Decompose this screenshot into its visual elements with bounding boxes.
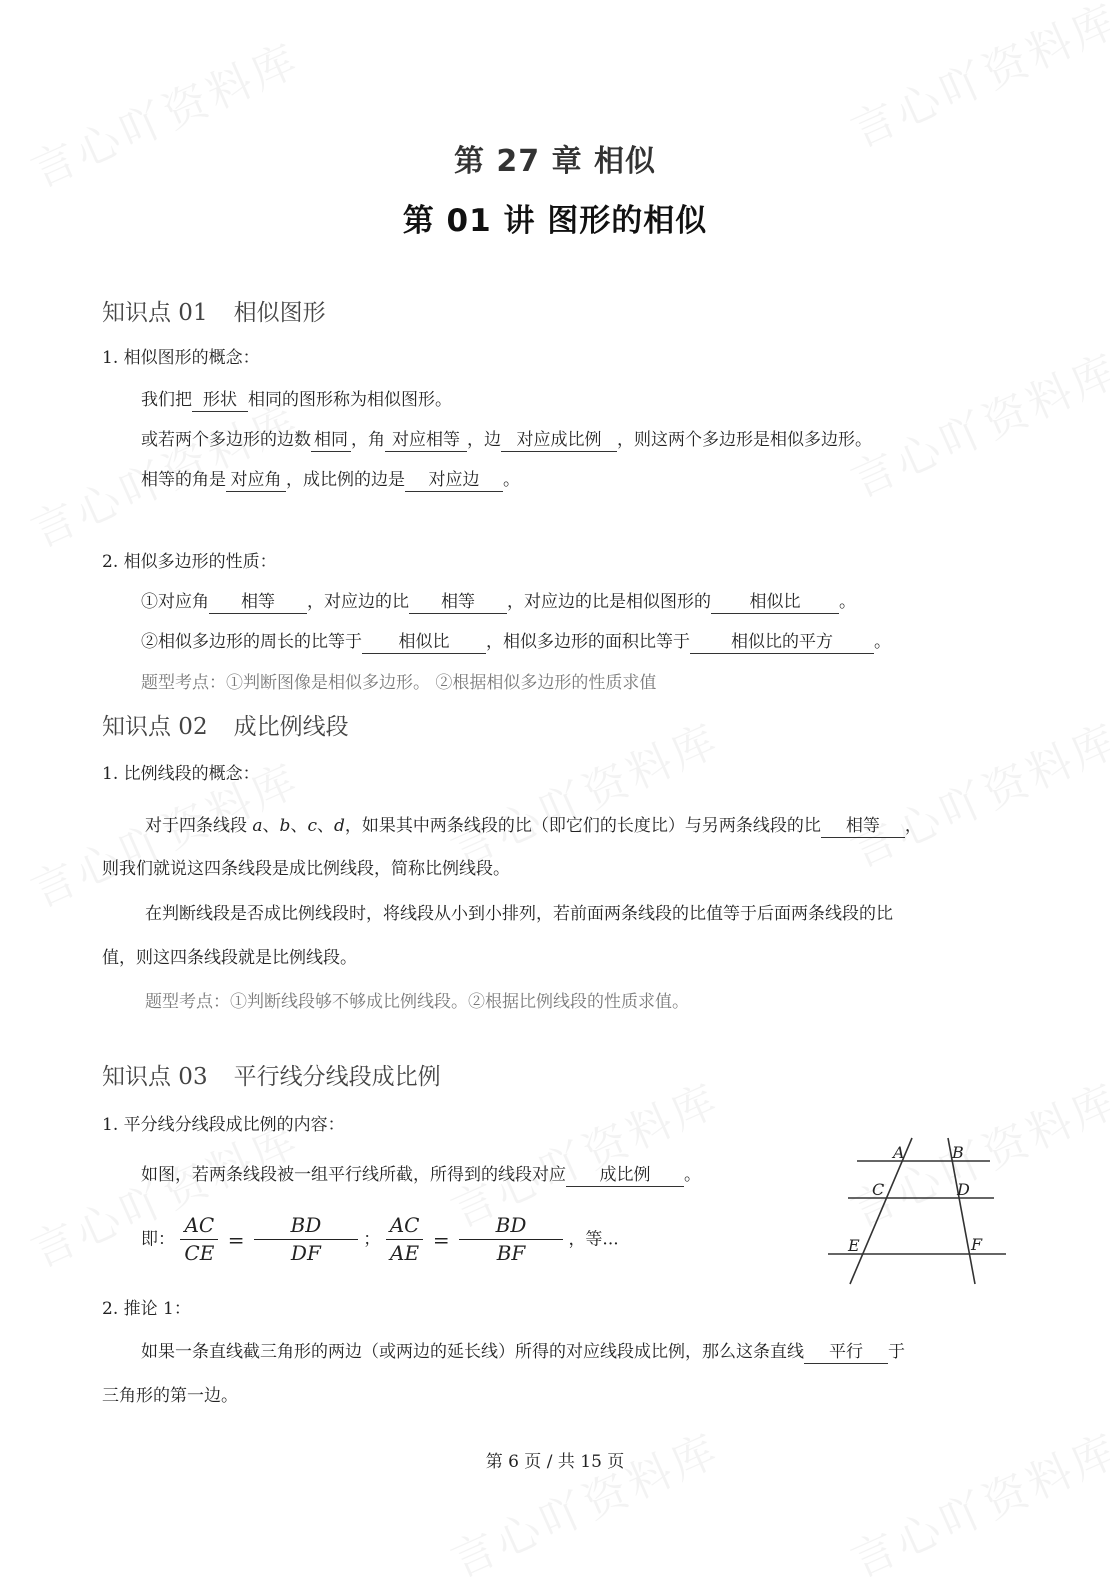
- point-label-c: C: [872, 1180, 885, 1199]
- blank-answer: 相似比的平方: [690, 631, 874, 654]
- kp2-heading: [102, 711, 349, 743]
- kp3-line1: 如图，若两条线段被一组平行线所截，所得到的线段对应 成比例 。: [141, 1165, 701, 1185]
- kp1-name: 相似图形: [233, 300, 326, 326]
- kp1-section1-title: 1. 相似图形的概念：: [102, 348, 260, 368]
- lecture-title: 第 01 讲 图形的相似: [402, 203, 708, 239]
- kp2-line3: 在判断线段是否成比例线段时，将线段从小到小排列，若前面两条线段的比值等于后面两条线段的比: [145, 904, 893, 924]
- blank-answer: 对应边: [405, 469, 503, 492]
- kp2-hint: 题型考点：①判断线段够不够成比例线段。②根据比例线段的性质求值。: [145, 992, 689, 1012]
- point-label-f: F: [971, 1235, 983, 1254]
- point-label-a: A: [893, 1143, 905, 1162]
- kp3-section1-title: 1. 平分线分线段成比例的内容：: [102, 1115, 345, 1135]
- kp3-section2-title: 2. 推论 1：: [102, 1299, 191, 1319]
- blank-answer: 相等: [209, 591, 307, 614]
- watermark: [439, 704, 728, 880]
- kp1-line3: 相等的角是 对应角 ，成比例的边是 对应边 。: [141, 470, 520, 490]
- kp1-hint: 题型考点：①判断图像是相似多边形。 ②根据相似多边形的性质求值: [141, 673, 657, 693]
- blank-answer: 对应相等: [385, 429, 467, 452]
- kp1-section2-title: 2. 相似多边形的性质：: [102, 552, 277, 572]
- fraction-ac-ce: $\frac{AC}{CE}$: [180, 1212, 218, 1267]
- watermark: [839, 1414, 1110, 1590]
- blank-answer: 相似比: [362, 631, 486, 654]
- kp1-number: 知识点 01: [102, 300, 208, 326]
- fraction-bd-bf: $\frac{BD}{BF}$: [459, 1212, 563, 1267]
- watermark: [839, 704, 1110, 880]
- point-label-d: D: [957, 1180, 970, 1199]
- kp3-line2: 如果一条直线截三角形的两边（或两边的延长线）所得的对应线段成比例，那么这条直线 平行 于: [141, 1342, 905, 1362]
- watermark: [839, 0, 1110, 160]
- kp3-number: 知识点 03: [102, 1064, 208, 1090]
- kp3-heading: [102, 1061, 441, 1093]
- blank-answer: 相同: [311, 429, 351, 452]
- point-label-b: B: [952, 1143, 964, 1162]
- watermark: [839, 334, 1110, 510]
- point-label-e: E: [848, 1236, 860, 1255]
- kp1-line2: 或若两个多边形的边数 相同 ，角 对应相等 ，边 对应成比例 ，则这两个多边形是相似多边形。: [141, 430, 872, 450]
- chapter-title: 第 27 章 相似: [453, 144, 657, 179]
- proportion-formulas: 即： $\frac{AC}{CE}$ = $\frac{BD}{DF}$ ； $\frac{AC}{AE}$ = $\frac{BD}{BF}$ ，等...: [141, 1213, 619, 1265]
- page-footer: 第 6 页 / 共 15 页: [485, 1452, 625, 1472]
- kp1-heading: [102, 297, 326, 329]
- blank-answer: 相等: [409, 591, 507, 614]
- kp2-number: 知识点 02: [102, 714, 208, 740]
- kp2-line2: 则我们就说这四条线段是成比例线段，简称比例线段。: [102, 859, 510, 879]
- kp2-line1: 对于四条线段 a、b、c、d，如果其中两条线段的比（即它们的长度比）与另两条线段的比 相等 ，: [145, 816, 922, 836]
- blank-answer: 形状: [192, 389, 248, 412]
- kp3-line3: 三角形的第一边。: [102, 1386, 238, 1406]
- kp1-line5: ②相似多边形的周长的比等于 相似比 ，相似多边形的面积比等于 相似比的平方 。: [141, 632, 891, 652]
- blank-answer: 对应成比例: [501, 429, 617, 452]
- fraction-ac-ae: $\frac{AC}{AE}$: [386, 1212, 424, 1267]
- watermark: [439, 1414, 728, 1590]
- kp1-line4: ①对应角 相等 ，对应边的比 相等 ，对应边的比是相似图形的 相似比 。: [141, 592, 856, 612]
- blank-answer: 相等: [821, 815, 905, 838]
- kp2-name: 成比例线段: [233, 714, 349, 740]
- parallel-lines-figure: [820, 1136, 1020, 1288]
- kp1-line1: 我们把 形状 相同的图形称为相似图形。: [141, 390, 452, 410]
- blank-answer: 成比例: [566, 1164, 684, 1187]
- kp2-line4: 值，则这四条线段就是比例线段。: [102, 948, 357, 968]
- blank-answer: 平行: [804, 1341, 888, 1364]
- kp2-section1-title: 1. 比例线段的概念：: [102, 764, 260, 784]
- kp3-name: 平行线分线段成比例: [233, 1064, 441, 1090]
- fraction-bd-df: $\frac{BD}{DF}$: [254, 1212, 358, 1267]
- blank-answer: 对应角: [226, 469, 286, 492]
- blank-answer: 相似比: [711, 591, 839, 614]
